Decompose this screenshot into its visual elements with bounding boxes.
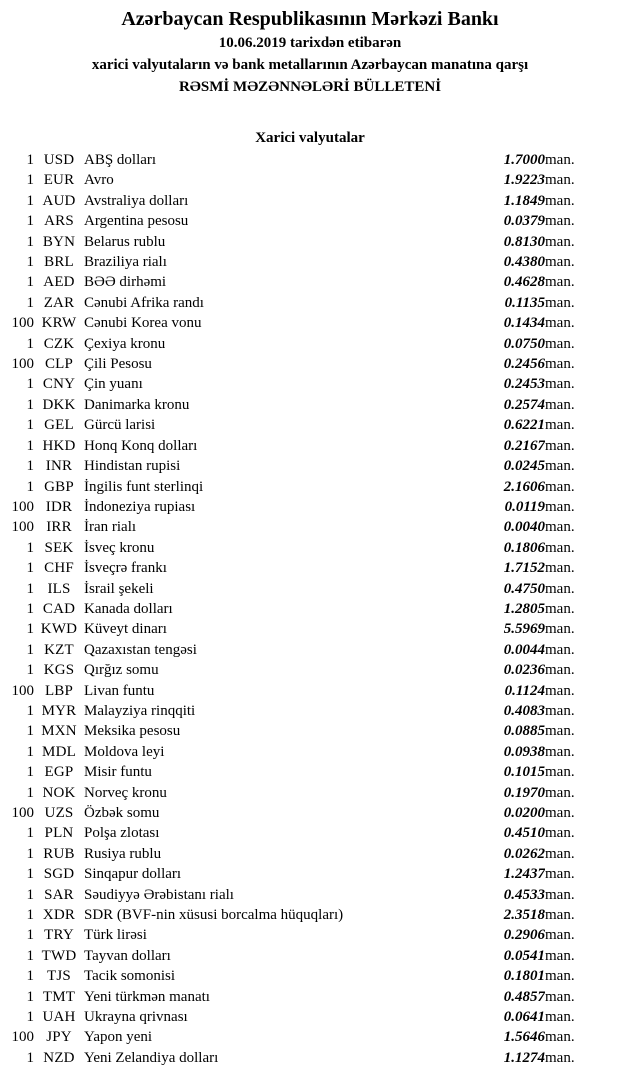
rate-value-cell: 0.4628: [503, 274, 545, 291]
table-row: [0, 1007, 620, 1027]
rate-value-cell: 0.0379: [503, 213, 545, 230]
unit-label-cell: man.: [545, 1029, 575, 1046]
quantity-cell: 1: [26, 743, 34, 760]
unit-label-cell: man.: [545, 498, 575, 515]
unit-label-cell: man.: [545, 560, 575, 577]
currency-code-cell: NOK: [42, 784, 76, 801]
currency-code-cell: MYR: [41, 702, 77, 719]
currency-code-cell: AED: [43, 274, 75, 291]
currency-code-cell: TRY: [44, 927, 74, 944]
table-row: [0, 293, 620, 313]
unit-label-cell: man.: [545, 396, 575, 413]
rate-value-cell: 0.2453: [503, 376, 545, 393]
currency-code-cell: UZS: [44, 805, 74, 821]
unit-label-cell: man.: [545, 600, 575, 617]
currency-name-cell: Danimarka kronu: [84, 396, 190, 413]
table-row: [0, 374, 620, 394]
section-title-foreign-currencies: Xarici valyutalar: [255, 130, 365, 146]
currency-code-cell: KRW: [41, 315, 77, 332]
currency-code-cell: ILS: [47, 580, 71, 597]
currency-name-cell: Ukrayna qrivnası: [84, 1009, 188, 1026]
unit-label-cell: man.: [545, 580, 575, 597]
effective-date-line: 10.06.2019 tarixdən etibarən: [218, 35, 402, 51]
currency-name-cell: Tacik somonisi: [84, 968, 176, 985]
unit-label-cell: man.: [545, 866, 575, 883]
rate-value-cell: 0.0938: [503, 743, 545, 760]
currency-code-cell: INR: [45, 458, 73, 475]
unit-label-cell: man.: [545, 478, 575, 495]
unit-label-cell: man.: [545, 947, 575, 964]
unit-label-cell: man.: [545, 458, 575, 475]
unit-label-cell: man.: [545, 192, 575, 209]
rate-value-cell: 0.1015: [503, 764, 545, 781]
quantity-cell: 1: [26, 1049, 34, 1066]
unit-label-cell: man.: [545, 662, 575, 679]
quantity-cell: 1: [26, 662, 34, 679]
quantity-cell: 1: [26, 702, 34, 719]
currency-code-cell: CAD: [42, 600, 76, 617]
unit-label-cell: man.: [545, 1009, 575, 1026]
rate-value-cell: 0.4510: [503, 825, 545, 842]
table-row: [0, 272, 620, 292]
currency-code-cell: CZK: [43, 335, 75, 352]
unit-label-cell: man.: [545, 764, 575, 781]
currency-name-cell: Küveyt dinarı: [84, 621, 167, 638]
rate-value-cell: 0.1135: [504, 294, 545, 311]
currency-name-cell: Sinqapur dolları: [84, 866, 182, 883]
unit-label-cell: man.: [545, 784, 575, 801]
table-row: [0, 313, 620, 333]
table-row: [0, 681, 620, 701]
currency-code-cell: NZD: [43, 1049, 75, 1066]
currency-name-cell: Norveç kronu: [84, 784, 167, 801]
rate-value-cell: 1.2437: [503, 866, 545, 883]
rate-value-cell: 0.0885: [503, 723, 545, 740]
quantity-cell: 1: [26, 825, 34, 842]
currency-code-cell: ARS: [44, 213, 74, 230]
rate-value-cell: 0.0262: [503, 845, 545, 862]
table-row: [0, 783, 620, 803]
currency-name-cell: Özbək somu: [84, 805, 160, 821]
currency-code-cell: CHF: [44, 560, 74, 577]
bulletin-header: [0, 0, 620, 98]
quantity-cell: 1: [26, 621, 34, 638]
currency-name-cell: Yeni türkmən manatı: [84, 988, 210, 1005]
currency-name-cell: Rusiya rublu: [84, 845, 162, 862]
rate-value-cell: 1.1274: [503, 1049, 545, 1066]
quantity-cell: 1: [26, 784, 34, 801]
currency-name-cell: Cənubi Afrika randı: [84, 294, 204, 311]
currency-code-cell: DKK: [42, 396, 76, 413]
quantity-cell: 1: [26, 458, 34, 475]
unit-label-cell: man.: [545, 233, 575, 250]
currency-name-cell: Avro: [84, 172, 114, 189]
rate-value-cell: 0.0119: [504, 498, 545, 515]
unit-label-cell: man.: [545, 805, 575, 821]
unit-label-cell: man.: [545, 152, 575, 168]
rate-value-cell: 2.3518: [503, 907, 545, 924]
currency-code-cell: UAH: [42, 1009, 76, 1026]
currency-code-cell: JPY: [46, 1029, 72, 1046]
unit-label-cell: man.: [545, 539, 575, 556]
currency-code-cell: HKD: [42, 437, 76, 454]
rate-value-cell: 0.2167: [503, 437, 545, 454]
quantity-cell: 1: [26, 580, 34, 597]
currency-name-cell: Moldova leyi: [84, 743, 165, 760]
unit-label-cell: man.: [545, 376, 575, 393]
table-row: [0, 803, 620, 823]
unit-label-cell: man.: [545, 315, 575, 332]
currency-name-cell: Qazaxıstan tengəsi: [84, 641, 197, 658]
currency-code-cell: CLP: [44, 356, 74, 373]
table-row: [0, 170, 620, 190]
unit-label-cell: man.: [545, 1049, 575, 1066]
currency-code-cell: KGS: [43, 662, 75, 679]
quantity-cell: 1: [26, 968, 34, 985]
rate-value-cell: 0.0236: [503, 662, 545, 679]
quantity-cell: 100: [11, 805, 34, 821]
table-row: [0, 558, 620, 578]
currency-name-cell: Qırğız somu: [84, 662, 159, 679]
quantity-cell: 1: [26, 335, 34, 352]
table-row: [0, 456, 620, 476]
rate-value-cell: 0.2906: [503, 927, 545, 944]
table-row: [0, 395, 620, 415]
rate-value-cell: 0.0245: [503, 458, 545, 475]
rate-value-cell: 0.4750: [503, 580, 545, 597]
unit-label-cell: man.: [545, 274, 575, 291]
currency-name-cell: İndoneziya rupiası: [84, 498, 196, 515]
currency-name-cell: Malayziya rinqqiti: [84, 702, 196, 719]
table-row: [0, 640, 620, 660]
quantity-cell: 1: [26, 947, 34, 964]
unit-label-cell: man.: [545, 172, 575, 189]
currency-name-cell: İsveçrə frankı: [84, 560, 167, 577]
currency-code-cell: SGD: [43, 866, 75, 883]
rate-value-cell: 0.1806: [503, 539, 545, 556]
subject-line: xarici valyutaların və bank metallarının Azərbaycan manatına qarşı: [91, 57, 529, 73]
currency-name-cell: Yeni Zelandiya dolları: [84, 1049, 219, 1066]
currency-name-cell: Livan funtu: [84, 682, 155, 699]
currency-name-cell: İran rialı: [84, 519, 137, 536]
rate-value-cell: 0.4380: [503, 254, 545, 271]
unit-label-cell: man.: [545, 254, 575, 271]
table-row: [0, 701, 620, 721]
rate-value-cell: 1.7000: [503, 152, 545, 168]
currency-name-cell: Cənubi Korea vonu: [84, 315, 202, 332]
unit-label-cell: man.: [545, 927, 575, 944]
currency-code-cell: GEL: [44, 417, 74, 434]
table-row: [0, 436, 620, 456]
unit-label-cell: man.: [545, 682, 575, 699]
table-row: [0, 538, 620, 558]
table-row: [0, 211, 620, 231]
rate-value-cell: 0.8130: [503, 233, 545, 250]
quantity-cell: 1: [26, 192, 34, 209]
table-row: [0, 925, 620, 945]
unit-label-cell: man.: [545, 621, 575, 638]
table-row: [0, 823, 620, 843]
currency-code-cell: MXN: [41, 723, 77, 740]
currency-name-cell: Braziliya rialı: [84, 254, 167, 271]
currency-code-cell: KWD: [40, 621, 78, 638]
table-row: [0, 334, 620, 354]
unit-label-cell: man.: [545, 743, 575, 760]
quantity-cell: 1: [26, 478, 34, 495]
rate-value-cell: 0.0641: [503, 1009, 545, 1026]
quantity-cell: 1: [26, 152, 34, 168]
currency-code-cell: SEK: [44, 539, 74, 556]
quantity-cell: 1: [26, 539, 34, 556]
table-row: [0, 150, 620, 170]
unit-label-cell: man.: [545, 723, 575, 740]
table-row: [0, 1027, 620, 1047]
unit-label-cell: man.: [545, 641, 575, 658]
table-row: [0, 762, 620, 782]
currency-name-cell: Hindistan rupisi: [84, 458, 181, 475]
quantity-cell: 100: [11, 1029, 34, 1046]
quantity-cell: 1: [26, 560, 34, 577]
currency-code-cell: EUR: [43, 172, 75, 189]
rate-value-cell: 0.4857: [503, 988, 545, 1005]
currency-name-cell: İsrail şekeli: [84, 580, 154, 597]
quantity-cell: 1: [26, 172, 34, 189]
quantity-cell: 1: [26, 213, 34, 230]
currency-code-cell: TWD: [41, 947, 77, 964]
rate-value-cell: 0.4083: [503, 702, 545, 719]
quantity-cell: 1: [26, 396, 34, 413]
table-row: [0, 415, 620, 435]
unit-label-cell: man.: [545, 968, 575, 985]
table-row: [0, 660, 620, 680]
rate-value-cell: 0.0040: [503, 519, 545, 536]
quantity-cell: 1: [26, 723, 34, 740]
quantity-cell: 100: [11, 356, 34, 373]
currency-code-cell: AUD: [42, 192, 76, 209]
currency-code-cell: BRL: [44, 254, 74, 271]
rate-value-cell: 0.0044: [503, 641, 545, 658]
currency-code-cell: IRR: [46, 519, 72, 536]
currency-code-cell: MDL: [42, 743, 76, 760]
unit-label-cell: man.: [545, 335, 575, 352]
currency-code-cell: EGP: [44, 764, 74, 781]
table-row: [0, 619, 620, 639]
currency-code-cell: PLN: [44, 825, 74, 842]
exchange-rates-table: [0, 150, 620, 1068]
quantity-cell: 1: [26, 274, 34, 291]
table-row: [0, 885, 620, 905]
quantity-cell: 100: [11, 315, 34, 332]
unit-label-cell: man.: [545, 437, 575, 454]
quantity-cell: 1: [26, 600, 34, 617]
quantity-cell: 1: [26, 988, 34, 1005]
currency-code-cell: GBP: [44, 478, 74, 495]
currency-name-cell: Honq Konq dolları: [84, 437, 198, 454]
rate-value-cell: 0.2456: [503, 356, 545, 373]
quantity-cell: 100: [11, 519, 34, 536]
table-row: [0, 966, 620, 986]
table-row: [0, 497, 620, 517]
quantity-cell: 1: [26, 907, 34, 924]
currency-name-cell: Kanada dolları: [84, 600, 173, 617]
table-row: [0, 721, 620, 741]
currency-name-cell: Gürcü larisi: [84, 417, 156, 434]
currency-name-cell: ABŞ dolları: [84, 152, 157, 168]
unit-label-cell: man.: [545, 988, 575, 1005]
currency-code-cell: KZT: [44, 641, 74, 658]
table-row: [0, 987, 620, 1007]
currency-code-cell: CNY: [42, 376, 76, 393]
quantity-cell: 1: [26, 866, 34, 883]
rate-value-cell: 1.9223: [503, 172, 545, 189]
table-row: [0, 599, 620, 619]
table-row: [0, 191, 620, 211]
quantity-cell: 1: [26, 294, 34, 311]
unit-label-cell: man.: [545, 213, 575, 230]
rate-value-cell: 0.6221: [503, 417, 545, 434]
bulletin-title: RƏSMİ MƏZƏNNƏLƏRİ BÜLLETENİ: [178, 79, 442, 95]
rate-value-cell: 1.7152: [503, 560, 545, 577]
table-row: [0, 477, 620, 497]
quantity-cell: 1: [26, 417, 34, 434]
table-row: [0, 1048, 620, 1068]
table-row: [0, 946, 620, 966]
quantity-cell: 1: [26, 641, 34, 658]
rate-value-cell: 0.4533: [503, 886, 545, 903]
unit-label-cell: man.: [545, 356, 575, 373]
table-row: [0, 354, 620, 374]
table-row: [0, 844, 620, 864]
currency-code-cell: TMT: [42, 988, 76, 1005]
rate-value-cell: 0.0541: [503, 947, 545, 964]
currency-code-cell: SAR: [44, 886, 74, 903]
currency-name-cell: Polşa zlotası: [84, 825, 160, 842]
currency-name-cell: Çili Pesosu: [84, 356, 152, 373]
currency-name-cell: Tayvan dolları: [84, 947, 171, 964]
table-row: [0, 579, 620, 599]
currency-name-cell: SDR (BVF-nin xüsusi borcalma hüquqları): [84, 907, 344, 924]
currency-name-cell: İngilis funt sterlinqi: [84, 478, 204, 495]
currency-code-cell: LBP: [44, 682, 74, 699]
currency-name-cell: Avstraliya dolları: [84, 192, 189, 209]
rate-value-cell: 0.1434: [503, 315, 545, 332]
unit-label-cell: man.: [545, 417, 575, 434]
currency-code-cell: TJS: [47, 968, 71, 985]
quantity-cell: 1: [26, 254, 34, 271]
table-row: [0, 905, 620, 925]
quantity-cell: 1: [26, 764, 34, 781]
rate-value-cell: 0.1124: [504, 682, 545, 699]
currency-name-cell: İsveç kronu: [84, 539, 155, 556]
quantity-cell: 1: [26, 437, 34, 454]
table-row: [0, 864, 620, 884]
rate-value-cell: 0.0750: [503, 335, 545, 352]
quantity-cell: 1: [26, 1009, 34, 1026]
currency-code-cell: RUB: [43, 845, 75, 862]
quantity-cell: 100: [11, 682, 34, 699]
currency-name-cell: Misir funtu: [84, 764, 152, 781]
unit-label-cell: man.: [545, 519, 575, 536]
rate-value-cell: 0.1970: [503, 784, 545, 801]
currency-code-cell: XDR: [42, 907, 76, 924]
currency-code-cell: ZAR: [43, 294, 75, 311]
currency-name-cell: BƏƏ dirhəmi: [84, 274, 167, 291]
currency-name-cell: Çin yuanı: [84, 376, 143, 393]
currency-code-cell: BYN: [42, 233, 76, 250]
quantity-cell: 1: [26, 376, 34, 393]
currency-name-cell: Belarus rublu: [84, 233, 166, 250]
currency-code-cell: IDR: [45, 498, 73, 515]
currency-name-cell: Səudiyyə Ərəbistanı rialı: [84, 886, 234, 903]
rate-value-cell: 5.5969: [503, 621, 545, 638]
quantity-cell: 1: [26, 886, 34, 903]
unit-label-cell: man.: [545, 702, 575, 719]
quantity-cell: 1: [26, 927, 34, 944]
currency-name-cell: Yapon yeni: [84, 1029, 153, 1046]
quantity-cell: 1: [26, 845, 34, 862]
exchange-rates-table-body: [0, 150, 620, 1068]
unit-label-cell: man.: [545, 825, 575, 842]
rate-value-cell: 0.0200: [503, 805, 545, 821]
unit-label-cell: man.: [545, 907, 575, 924]
rate-value-cell: 0.2574: [503, 396, 545, 413]
table-row: [0, 232, 620, 252]
rate-value-cell: 1.5646: [503, 1029, 545, 1046]
quantity-cell: 100: [11, 498, 34, 515]
unit-label-cell: man.: [545, 845, 575, 862]
quantity-cell: 1: [26, 233, 34, 250]
currency-name-cell: Türk lirəsi: [84, 927, 147, 944]
rate-value-cell: 1.1849: [503, 192, 545, 209]
rate-value-cell: 1.2805: [503, 600, 545, 617]
unit-label-cell: man.: [545, 886, 575, 903]
currency-name-cell: Argentina pesosu: [84, 213, 189, 230]
rate-value-cell: 2.1606: [503, 478, 545, 495]
currency-name-cell: Çexiya kronu: [84, 335, 166, 352]
rate-value-cell: 0.1801: [503, 968, 545, 985]
currency-code-cell: USD: [43, 152, 75, 168]
table-row: [0, 252, 620, 272]
table-row: [0, 517, 620, 537]
table-row: [0, 742, 620, 762]
unit-label-cell: man.: [545, 294, 575, 311]
bank-title: Azərbaycan Respublikasının Mərkəzi Bankı: [121, 8, 499, 30]
currency-name-cell: Meksika pesosu: [84, 723, 181, 740]
